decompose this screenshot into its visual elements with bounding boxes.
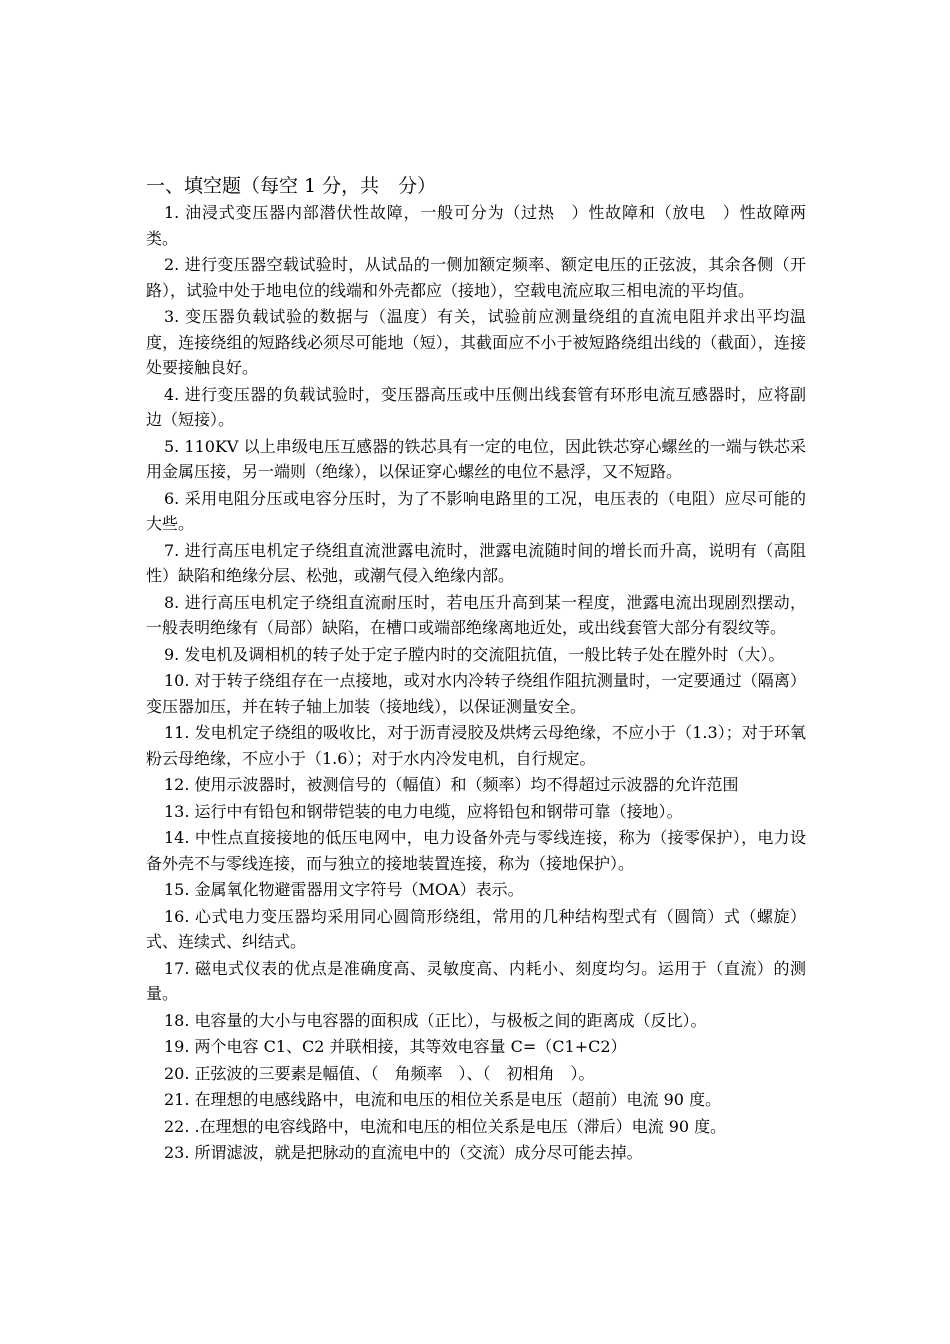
question-5: 5. 110KV 以上串级电压互感器的铁芯具有一定的电位，因此铁芯穿心螺丝的一端与铁芯采用金属压接，另一端则（绝缘），以保证穿心螺丝的电位不悬浮，又不短路。	[146, 436, 806, 481]
question-7: 7. 进行高压电机定子绕组直流泄露电流时，泄露电流随时间的增长而升高，说明有（高阻性）缺陷和绝缘分层、松弛，或潮气侵入绝缘内部。	[146, 540, 806, 585]
question-16: 16. 心式电力变压器均采用同心圆筒形绕组，常用的几种结构型式有（圆筒）式（螺旋）式、连续式、纠结式。	[146, 906, 806, 951]
question-10: 10. 对于转子绕组存在一点接地，或对水内冷转子绕组作阻抗测量时，一定要通过（隔离）变压器加压，并在转子轴上加装（接地线），以保证测量安全。	[146, 671, 806, 716]
question-22: 22. .在理想的电容线路中，电流和电压的相位关系是电压（滞后）电流 90 度。	[164, 1116, 727, 1136]
question-6: 6. 采用电阻分压或电容分压时，为了不影响电路里的工况，电压表的（电阻）应尽可能的大些。	[146, 488, 806, 533]
question-list	[146, 200, 806, 1166]
question-11: 11. 发电机定子绕组的吸收比，对于沥青浸胶及烘烤云母绝缘，不应小于（1.3）；对于环氧粉云母绝缘，不应小于（1.6）；对于水内冷发电机，自行规定。	[146, 723, 806, 768]
question-8: 8. 进行高压电机定子绕组直流耐压时，若电压升高到某一程度，泄露电流出现剧烈摆动，一般表明绝缘有（局部）缺陷，在槽口或端部绝缘离地近处，或出线套管大部分有裂纹等。	[146, 592, 806, 637]
document-content	[146, 172, 806, 1167]
question-14: 14. 中性点直接接地的低压电网中，电力设备外壳与零线连接，称为（接零保护），电力设备外壳不与零线连接，而与独立的接地装置连接，称为（接地保护）。	[146, 828, 806, 873]
question-21: 21. 在理想的电感线路中，电流和电压的相位关系是电压（超前）电流 90 度。	[164, 1090, 722, 1109]
question-15: 15. 金属氧化物避雷器用文字符号（MOA）表示。	[164, 880, 524, 899]
question-2: 2. 进行变压器空载试验时，从试品的一侧加额定频率、额定电压的正弦波，其余各侧（开路），试验中处于地电位的线端和外壳都应（接地），空载电流应取三相电流的平均值。	[146, 255, 806, 300]
question-20: 20. 正弦波的三要素是幅值、（ 角频率 ）、（ 初相角 ）。	[164, 1063, 595, 1083]
question-9: 9. 发电机及调相机的转子处于定子膛内时的交流阻抗值，一般比转子处在膛外时（大）。	[164, 644, 785, 664]
question-17: 17. 磁电式仪表的优点是准确度高、灵敏度高、内耗小、刻度均匀。运用于（直流）的测量。	[146, 958, 806, 1003]
question-19: 19. 两个电容 C1、C2 并联相接，其等效电容量 C=（C1+C2）	[164, 1037, 627, 1056]
question-1: 1. 油浸式变压器内部潜伏性故障，一般可分为（过热 ）性故障和（放电 ）性故障两类。	[146, 203, 806, 248]
question-18: 18. 电容量的大小与电容器的面积成（正比），与极板之间的距离成（反比）。	[164, 1010, 707, 1030]
question-4: 4. 进行变压器的负载试验时，变压器高压或中压侧出线套管有环形电流互感器时，应将副边（短接）。	[146, 384, 806, 429]
question-3: 3. 变压器负载试验的数据与（温度）有关，试验前应测量绕组的直流电阻并求出平均温度，连接绕组的短路线必须尽可能地（短），其截面应不小于被短路绕组出线的（截面），连接处要接触良好。	[146, 307, 806, 377]
section-title: 一、填空题（每空 1 分，共 分）	[146, 175, 437, 197]
question-23: 23. 所谓滤波，就是把脉动的直流电中的（交流）成分尽可能去掉。	[164, 1143, 643, 1162]
question-12: 12. 使用示波器时，被测信号的（幅值）和（频率）均不得超过示波器的允许范围	[164, 775, 739, 794]
question-13: 13. 运行中有铅包和钢带铠装的电力电缆，应将铅包和钢带可靠（接地）。	[164, 801, 683, 821]
